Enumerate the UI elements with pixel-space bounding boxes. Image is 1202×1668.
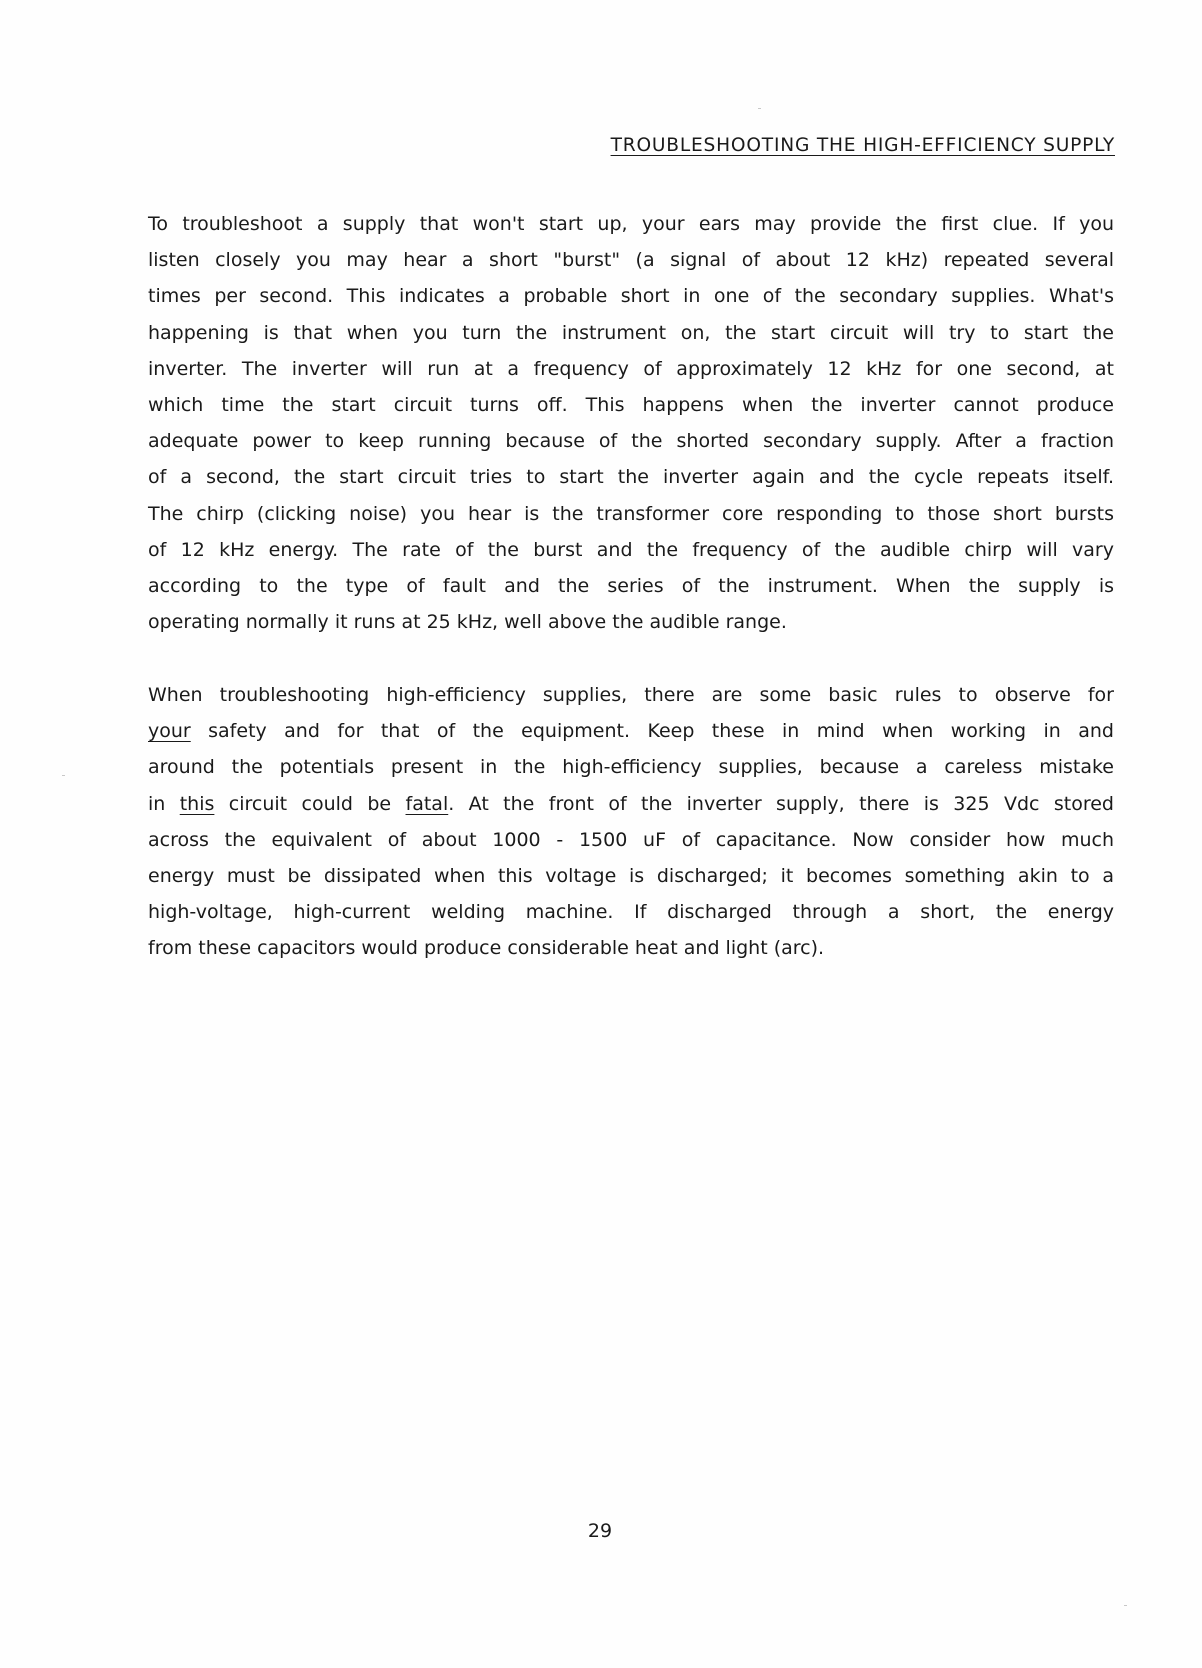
paragraph-safety-rules <box>148 677 1114 967</box>
scan-speck <box>62 775 65 776</box>
line-text: in <box>148 792 180 815</box>
paragraph-line: To troubleshoot a supply that won't start up, your ears may provide the first clue. If you <box>148 213 1114 235</box>
line-text: safety and for that of the equipment. Keep these in mind when working in and <box>190 720 1114 743</box>
paragraph-line: operating normally it runs at 25 kHz, well above the audible range. <box>148 611 787 634</box>
paragraph-line: times per second. This indicates a probable short in one of the secondary supplies. What's <box>148 285 1114 308</box>
paragraph-startup-troubleshooting <box>148 206 1114 640</box>
paragraph-line: across the equivalent of about 1000 - 1500 uF of capacitance. Now consider how much <box>148 828 1114 851</box>
paragraph-line: inverter. The inverter will run at a frequency of approximately 12 kHz for one second, at <box>148 357 1114 380</box>
paragraph-line: The chirp (clicking noise) you hear is the transformer core responding to those short bursts <box>148 502 1114 525</box>
paragraph-line: listen closely you may hear a short "burst" (a signal of about 12 kHz) repeated several <box>148 249 1114 272</box>
page-number: 29 <box>587 1520 613 1542</box>
paragraph-line <box>148 786 1114 822</box>
paragraph-line: from these capacitors would produce considerable heat and light (arc). <box>148 937 825 960</box>
scan-speck <box>758 108 761 109</box>
line-text: . At the front of the inverter supply, there is 325 Vdc stored <box>448 792 1114 815</box>
line-text: circuit could be <box>214 792 406 815</box>
paragraph-line: adequate power to keep running because of the shorted secondary supply. After a fraction <box>148 430 1114 453</box>
scan-speck <box>1124 1605 1127 1606</box>
paragraph-line: of 12 kHz energy. The rate of the burst and the frequency of the audible chirp will vary <box>148 538 1114 561</box>
paragraph-line: of a second, the start circuit tries to start the inverter again and the cycle repeats itself. <box>148 466 1114 489</box>
page-header-title: TROUBLESHOOTING THE HIGH-EFFICIENCY SUPPLY <box>610 135 1115 156</box>
paragraph-line <box>148 713 1114 749</box>
underlined-word-this: this <box>179 792 215 815</box>
paragraph-line: around the potentials present in the high-efficiency supplies, because a careless mistake <box>148 756 1114 779</box>
paragraph-line: happening is that when you turn the instrument on, the start circuit will try to start the <box>148 321 1114 344</box>
paragraph-line: When troubleshooting high-efficiency supplies, there are some basic rules to observe for <box>148 684 1114 706</box>
underlined-word-your: your <box>148 720 191 743</box>
underlined-word-fatal: fatal <box>405 792 449 815</box>
paragraph-line: high-voltage, high-current welding machine. If discharged through a short, the energy <box>148 901 1114 924</box>
paragraph-line: according to the type of fault and the series of the instrument. When the supply is <box>148 575 1114 598</box>
paragraph-line: energy must be dissipated when this voltage is discharged; it becomes something akin to a <box>148 865 1114 888</box>
paragraph-line: which time the start circuit turns off. This happens when the inverter cannot produce <box>148 394 1114 417</box>
